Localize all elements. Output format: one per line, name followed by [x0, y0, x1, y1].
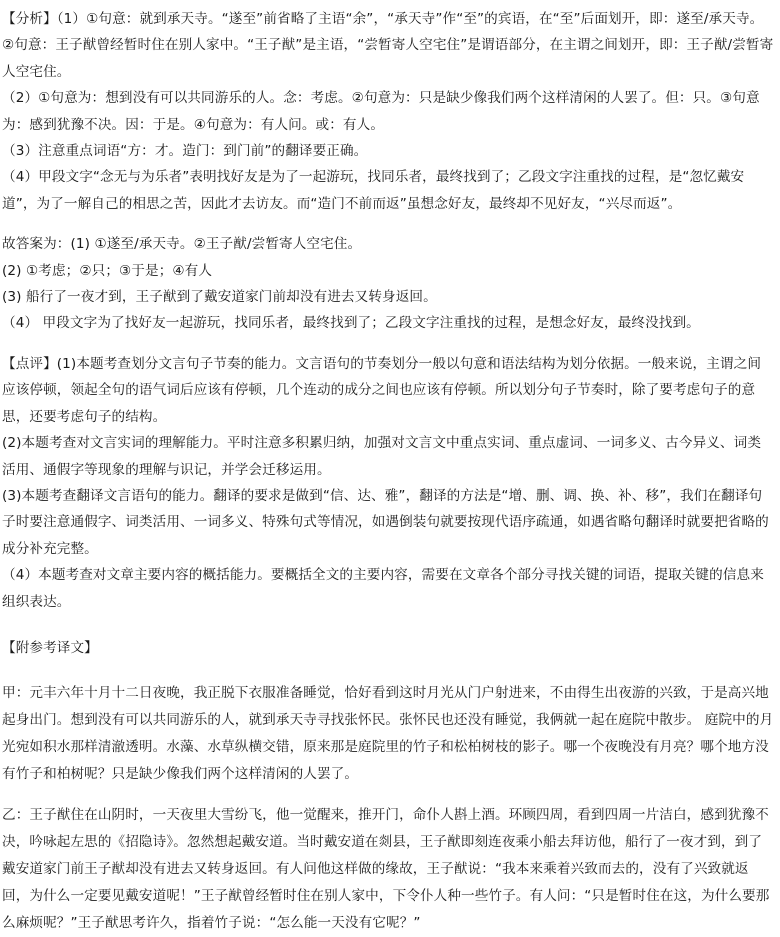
spacer: [2, 615, 774, 635]
translation-paragraph-yi: 乙：王子猷住在山阴时，一天夜里大雪纷飞，他一觉醒来，推开门，命仆人斟上酒。环顾四周，看到四周一片洁白，感到犹豫不决，吟咏起左思的《招隐诗》。忽然想起戴安道。当时戴安道在剡县，王子猷即刻连夜乘小船去拜访他，船行了一夜才到，到了戴安道家门前王子猷却没有进去又转身返回。有人问他这样做的缘故，王子猷说：“我本来乘着兴致而去的，没有了兴致就返回，为什么一定要见戴安道呢！”王子猷曾经暂时住在别人家中，下令仆人种一些竹子。有人问：“只是暂时住在这，为什么要那么麻烦呢？”王子猷思考许久，指着竹子说：“怎么能一天没有它呢？”: [2, 806, 770, 931]
analysis-paragraph-4: （4）甲段文字“念无与为乐者”表明找好友是为了一起游玩，找同乐者，最终找到了；乙段文字注重找的过程，是“忽忆戴安道”，为了一解自己的相思之苦，因此才去访友。而“造门不前而返”虽想念好友，最终却不见好友，“兴尽而返”。: [2, 169, 745, 212]
answer-line-2: (2) ①考虑；②只；③于是；④有人: [2, 262, 213, 279]
comment-paragraph-2: (2)本题考查对文言实词的理解能力。平时注意多积累归纳，加强对文言文中重点实词、重点虚词、一词多义、古今异义、词类活用、通假字等现象的理解与识记，并学会迁移运用。: [2, 435, 762, 478]
comment-paragraph-4: （4）本题考查对文章主要内容的概括能力。要概括全文的主要内容，需要在文章各个部分寻找关键的词语，提取关键的信息来组织表达。: [2, 567, 764, 610]
answer-line-3: (3) 船行了一夜才到，王子猷到了戴安道家门前却没有进去又转身返回。: [2, 289, 437, 306]
comment-paragraph-3: (3)本题考查翻译文言语句的能力。翻译的要求是做到“信、达、雅”，翻译的方法是“增、删、调、换、补、移”，我们在翻译句子时要注意通假字、词类活用、一词多义、特殊句式等情况，如遇倒装句就要按现代语序疏通，如遇省略句翻译时就要把省略的成分补充完整。: [2, 487, 769, 557]
spacer: [2, 337, 774, 351]
analysis-paragraph-2: （2）①句意为：想到没有可以共同游乐的人。念：考虑。②句意为：只是缺少像我们两个这样清闲的人罢了。但：只。③句意为：感到犹豫不决。因：于是。④句意为：有人问。或：有人。: [2, 90, 760, 133]
spacer: [2, 662, 774, 680]
analysis-section: [2, 6, 774, 217]
comment-paragraph-1: 【点评】(1)本题考查划分文言句子节奏的能力。文言语句的节奏划分一般以句意和语法结构为划分依据。一般来说，主谓之间应该停顿，领起全句的语气词后应该有停顿，几个连动的成分之间也应该有停顿。所以划分句子节奏时，除了要考虑句子的意思，还要考虑句子的结构。: [2, 355, 762, 425]
translation-heading: 【附参考译文】: [2, 639, 98, 656]
translation-section: [2, 635, 774, 937]
analysis-paragraph-3: （3）注意重点词语“方：才。造门：到门前”的翻译要正确。: [2, 143, 368, 160]
answer-line-1: 故答案为：(1) ①遂至/承天寺。②王子猷/尝暂寄人空宅住。: [2, 236, 362, 253]
spacer: [2, 217, 774, 231]
answer-line-4: （4） 甲段文字为了找好友一起游玩，找同乐者，最终找到了；乙段文字注重找的过程，是想念好友，最终没找到。: [2, 315, 700, 332]
comment-section: [2, 351, 774, 615]
answer-section: [2, 231, 774, 337]
analysis-paragraph-1: 【分析】（1）①句意：就到承天寺。“遂至”前省略了主语“余”，“承天寺”作“至”的宾语，在“至”后面划开，即：遂至/承天寺。②句意：王子猷曾经暂时住在别人家中。“王子猷”是主语，“尝暂寄人空宅住”是谓语部分，在主谓之间划开，即：王子猷/尝暂寄人空宅住。: [2, 11, 774, 80]
translation-paragraph-jia: 甲：元丰六年十月十二日夜晚，我正脱下衣服准备睡觉，恰好看到这时月光从门户射进来，不由得生出夜游的兴致，于是高兴地起身出门。想到没有可以共同游乐的人，就到承天寺寻找张怀民。张怀民也还没有睡觉，我俩就一起在庭院中散步。 庭院中的月光宛如积水那样清澈透明。水藻、水草纵横交错，原来那是庭院里的竹子和松柏树枝的影子。哪一个夜晚没有月亮？哪个地方没有竹子和柏树呢？只是缺少像我们两个这样清闲的人罢了。: [2, 684, 774, 782]
spacer: [2, 788, 774, 802]
